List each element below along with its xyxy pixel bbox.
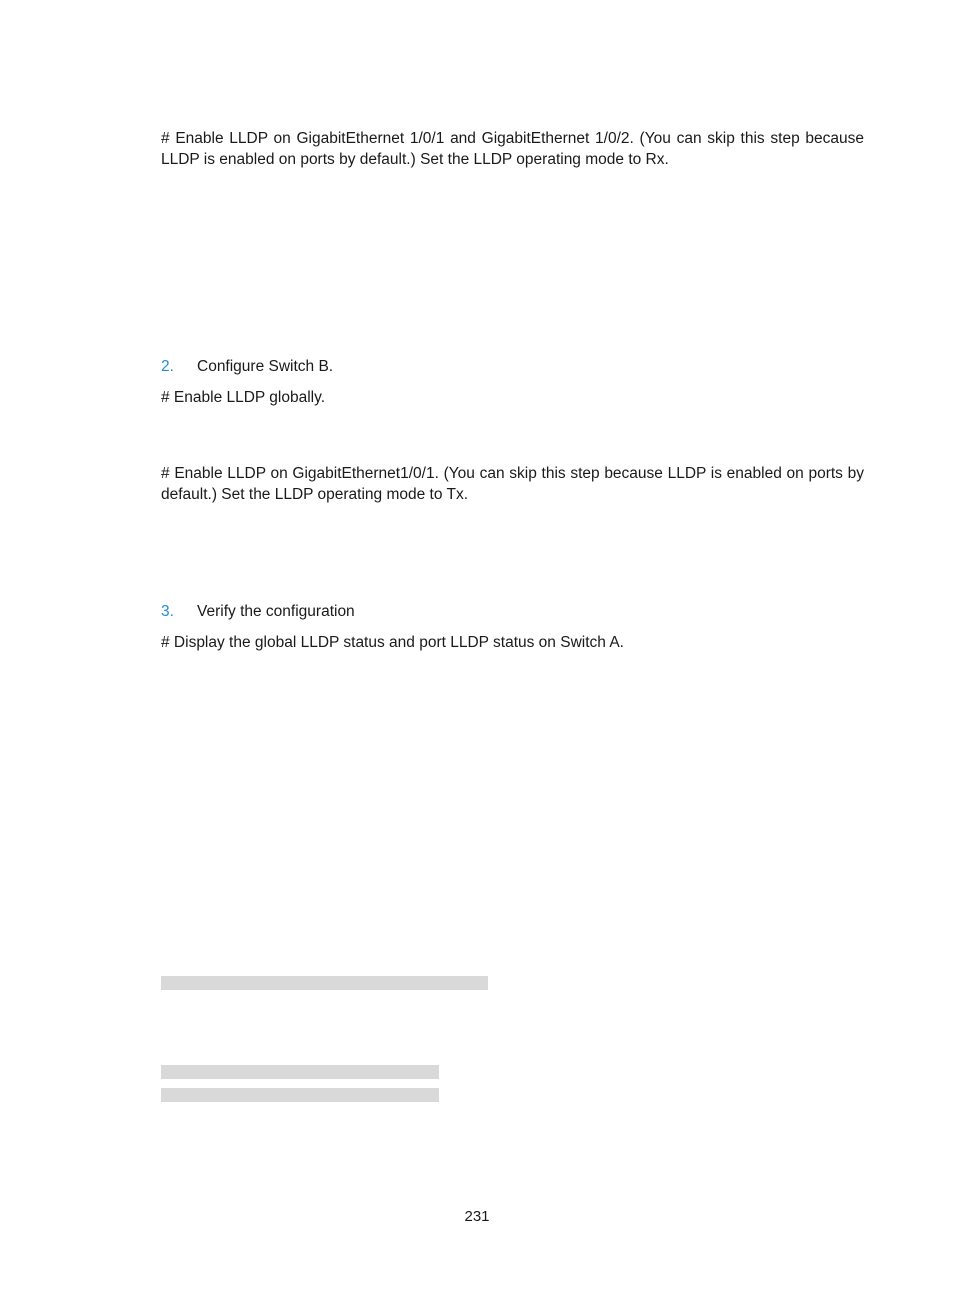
step-configure-switch-b (161, 356, 333, 377)
step-number: 3. (161, 603, 174, 620)
code-highlight-bar (161, 976, 488, 990)
paragraph-enable-lldp-switch-b: # Enable LLDP on GigabitEthernet1/0/1. (You can skip this step because LLDP is enabled on ports by default.) Set the LLDP operating mode to Tx. (161, 465, 864, 503)
step-number: 2. (161, 358, 174, 375)
code-highlight-bar (161, 1088, 439, 1102)
paragraph-enable-lldp-switch-a: # Enable LLDP on GigabitEthernet 1/0/1 and GigabitEthernet 1/0/2. (You can skip this step because LLDP is enabled on ports by default.) Set the LLDP operating mode to Rx. (161, 130, 864, 168)
page-number: 231 (464, 1208, 490, 1225)
step-text: Verify the configuration (197, 603, 355, 620)
code-highlight-bar (161, 1065, 439, 1079)
step-verify-configuration (161, 601, 355, 622)
paragraph-display-lldp-status: # Display the global LLDP status and port LLDP status on Switch A. (161, 634, 624, 651)
step-text: Configure Switch B. (197, 358, 334, 375)
paragraph-enable-lldp-globally: # Enable LLDP globally. (161, 389, 326, 406)
